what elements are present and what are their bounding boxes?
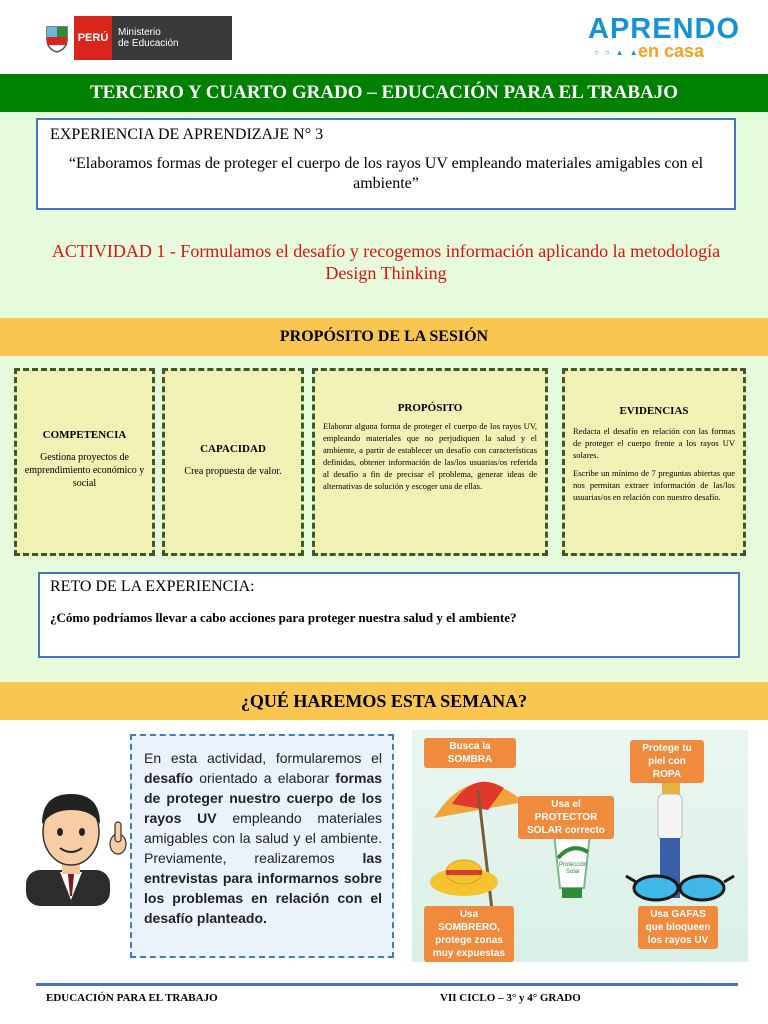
peru-label: PERÚ [74,16,112,60]
footer-subject: EDUCACIÓN PARA EL TRABAJO [46,992,218,1004]
evidencias-text-1: Redacta el desafío en relación con las formas de proteger el cuerpo frente a los rayos UV solares. [573,426,735,460]
speech-p1: En esta actividad, formularemos el [144,750,382,766]
challenge-title: RETO DE LA EXPERIENCIA: [50,578,255,595]
speech-b1: desafío [144,770,194,786]
evidencias-card [562,368,746,556]
speech-b3: las entrevistas para informarnos sobre los problemas en relación con el desafío planteado. [144,850,382,926]
speech-p4: Previamente, realizaremos [144,850,335,866]
hat-label: Usa SOMBRERO, protege zonas muy expuestas [424,906,514,962]
glasses-label: Usa GAFAS que bloqueen los rayos UV [638,906,718,949]
ministry-line1: Ministerio [118,27,161,38]
footer-grade: VII CICLO – 3° y 4° GRADO [440,992,581,1004]
footer-divider [36,983,738,986]
experience-quote: “Elaboramos formas de proteger el cuerpo de los rayos UV empleando materiales amigables con el ambiente” [68,155,704,192]
aprendo-en-casa-logo [588,13,741,66]
teacher-avatar [12,782,130,906]
brand-sub: en casa [638,41,705,61]
experience-title: EXPERIENCIA DE APRENDIZAJE N° 3 [50,126,324,143]
competencia-text: Gestiona proyectos de emprendimiento económico y social [24,452,145,489]
week-banner: ¿QUÉ HAREMOS ESTA SEMANA? [0,682,768,720]
capacidad-title: CAPACIDAD [200,443,266,455]
grade-banner: TERCERO Y CUARTO GRADO – EDUCACIÓN PARA EL TRABAJO [0,74,768,112]
activity-title: ACTIVIDAD 1 - Formulamos el desafío y recogemos información aplicando la metodología Design Thinking [51,241,721,283]
capacidad-text: Crea propuesta de valor. [184,466,282,477]
sunscreen-label: Usa el PROTECTOR SOLAR correcto [518,796,614,839]
ministry-line2: de Educación [118,38,179,49]
clothes-label: Protege tu piel con ROPA [630,740,704,783]
competencia-card [14,368,155,556]
competencia-title: COMPETENCIA [42,429,127,441]
shade-label: Busca la SOMBRA [424,738,516,768]
uv-protection-infographic [412,730,748,962]
activity-explanation [130,734,394,958]
speech-p3: empleando materiales amigables con la salud y el ambiente. [144,810,383,846]
speech-b2: formas de proteger nuestro cuerpo de los rayos UV [144,770,383,826]
coat-of-arms-icon [40,16,74,60]
purpose-banner: PROPÓSITO DE LA SESIÓN [0,318,768,356]
ministry-label [112,16,232,60]
proposito-text: Elaborar alguna forma de proteger el cuerpo de los rayos UV, empleando materiales que no perjudiquen la salud y el ambiente, a partir de establecer un desafío con características definidas, obtener información de las/los usuarias/os referida al desafío a fin de precisar el problema, generar ideas de alternativas de solución y escoger una de ellas. [323,421,537,491]
minedu-logo [40,16,232,60]
speech-p2: orientado a elaborar [199,770,330,786]
evidencias-text-2: Escribe un mínimo de 7 preguntas abiertas que nos permitan extraer información de las/los usuarias/os en relación con nuestro desafío. [573,468,735,502]
experience-box [36,118,736,210]
challenge-box [38,572,740,658]
proposito-card [312,368,548,556]
proposito-title: PROPÓSITO [397,402,463,414]
evidencias-title: EVIDENCIAS [619,405,689,417]
brand-main: APRENDO [588,13,741,45]
logo-dots-icon: ○ ○ ▲ ▲ [594,48,640,57]
challenge-question: ¿Cómo podríamos llevar a cabo acciones para proteger nuestra salud y el ambiente? [50,610,517,625]
capacidad-card [162,368,304,556]
tube-label: Protección Solar [559,862,588,875]
